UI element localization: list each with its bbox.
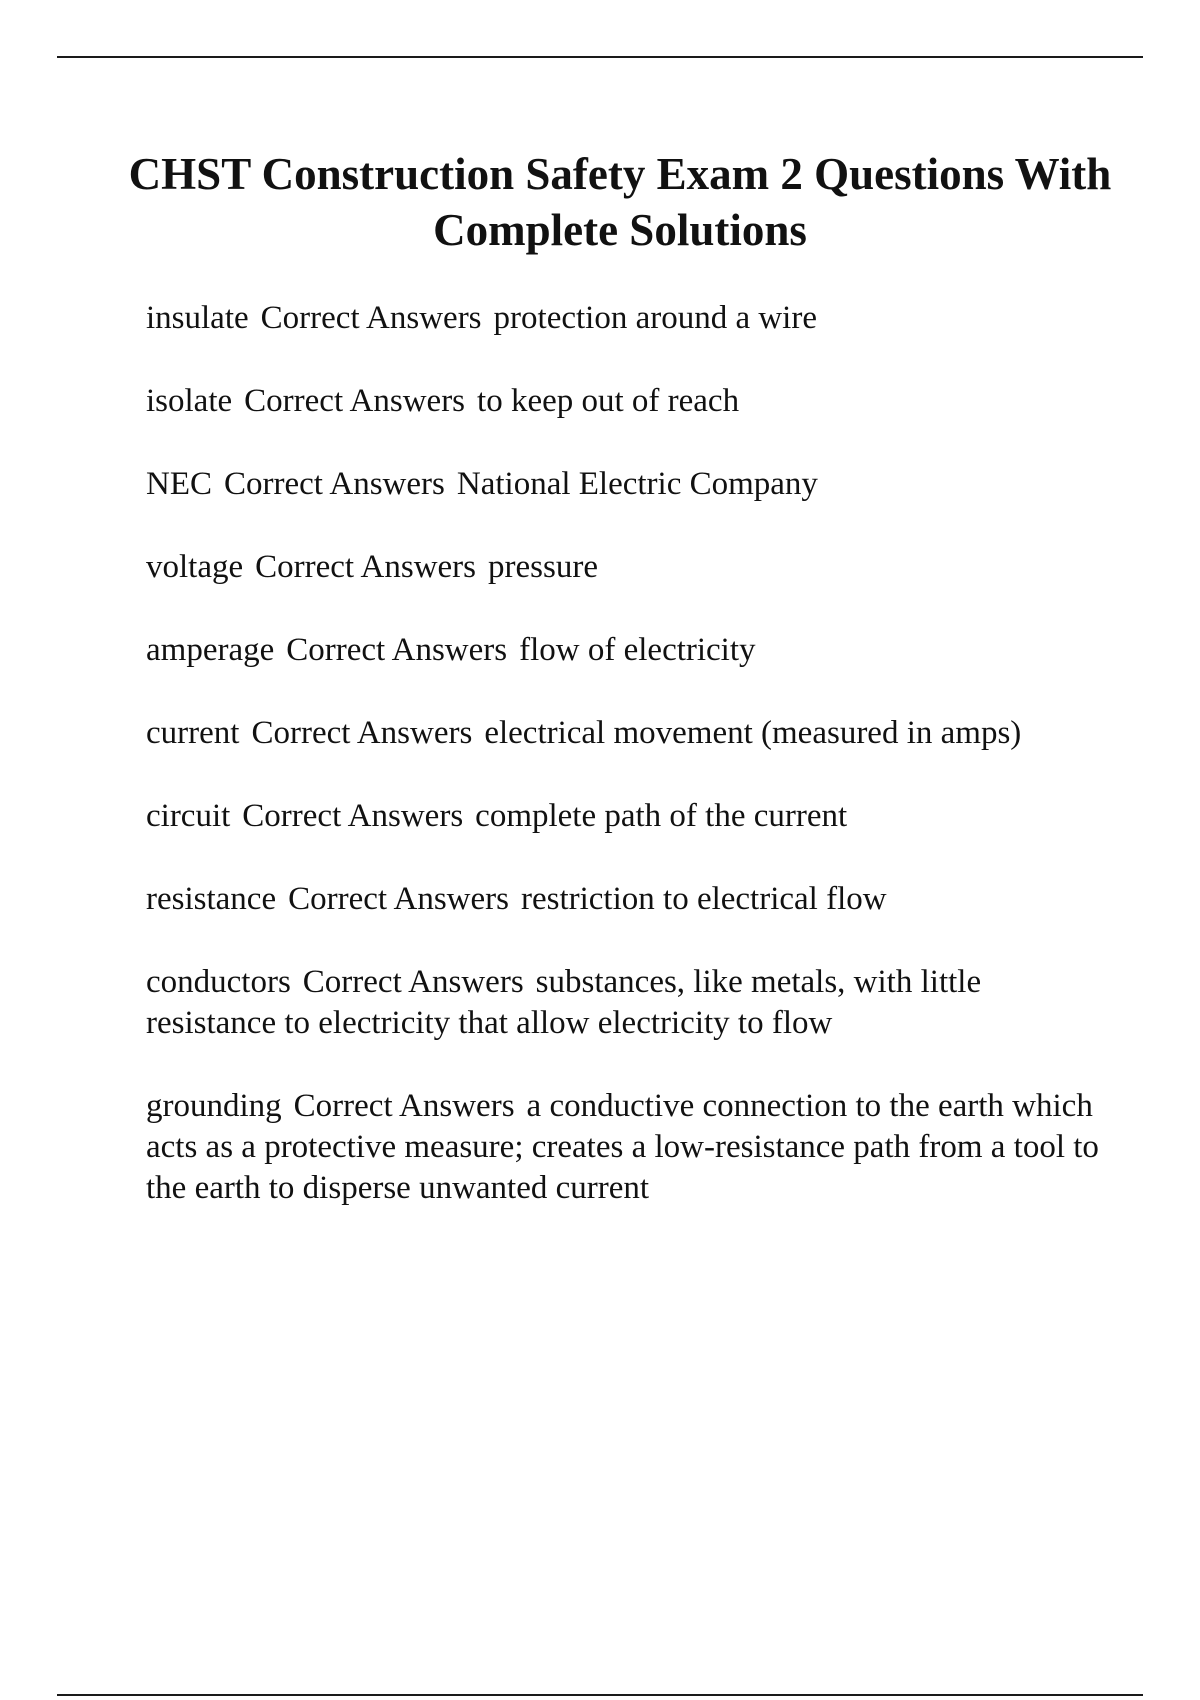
qa-term: voltage (146, 549, 244, 585)
qa-term: insulate (146, 300, 249, 336)
qa-label: Correct Answers (251, 715, 473, 751)
top-divider (57, 56, 1143, 58)
qa-item (146, 547, 1106, 588)
qa-label: Correct Answers (302, 964, 524, 1000)
qa-item (146, 879, 1106, 920)
qa-item (146, 713, 1106, 754)
qa-answer: National Electric Company (456, 466, 818, 502)
qa-answer: substances, like metals, with little resistance to electricity that allow electricity to flow (146, 964, 982, 1041)
qa-item (146, 1086, 1106, 1209)
qa-label: Correct Answers (260, 300, 482, 336)
page-title: CHST Construction Safety Exam 2 Questions With Complete Solutions (128, 149, 1112, 255)
qa-term: circuit (146, 798, 231, 834)
qa-label: Correct Answers (224, 466, 445, 502)
qa-term: isolate (146, 383, 233, 419)
qa-list (146, 298, 1106, 1251)
bottom-divider (57, 1694, 1143, 1696)
qa-item (146, 630, 1106, 671)
qa-answer: restriction to electrical flow (520, 881, 887, 917)
qa-label: Correct Answers (242, 798, 464, 834)
qa-item (146, 962, 1106, 1044)
qa-item (146, 796, 1106, 837)
qa-term: amperage (146, 632, 275, 668)
qa-answer: pressure (488, 549, 598, 585)
qa-term: NEC (146, 466, 212, 502)
qa-item (146, 464, 1106, 505)
qa-term: current (146, 715, 240, 751)
qa-term: conductors (146, 964, 291, 1000)
qa-label: Correct Answers (255, 549, 477, 585)
qa-answer: protection around a wire (493, 300, 817, 336)
qa-answer: a conductive connection to the earth which acts as a protective measure; creates a low-resistance path from a tool to the earth to disperse unwanted current (146, 1088, 1099, 1206)
qa-answer: complete path of the current (475, 798, 848, 834)
qa-answer: to keep out of reach (477, 383, 740, 419)
qa-item (146, 381, 1106, 422)
qa-answer: flow of electricity (519, 632, 756, 668)
qa-label: Correct Answers (286, 632, 508, 668)
qa-label: Correct Answers (244, 383, 466, 419)
qa-label: Correct Answers (293, 1088, 515, 1124)
qa-term: grounding (146, 1088, 282, 1124)
qa-label: Correct Answers (288, 881, 509, 917)
qa-term: resistance (146, 881, 277, 917)
qa-answer: electrical movement (measured in amps) (484, 715, 1022, 751)
qa-item (146, 298, 1106, 339)
